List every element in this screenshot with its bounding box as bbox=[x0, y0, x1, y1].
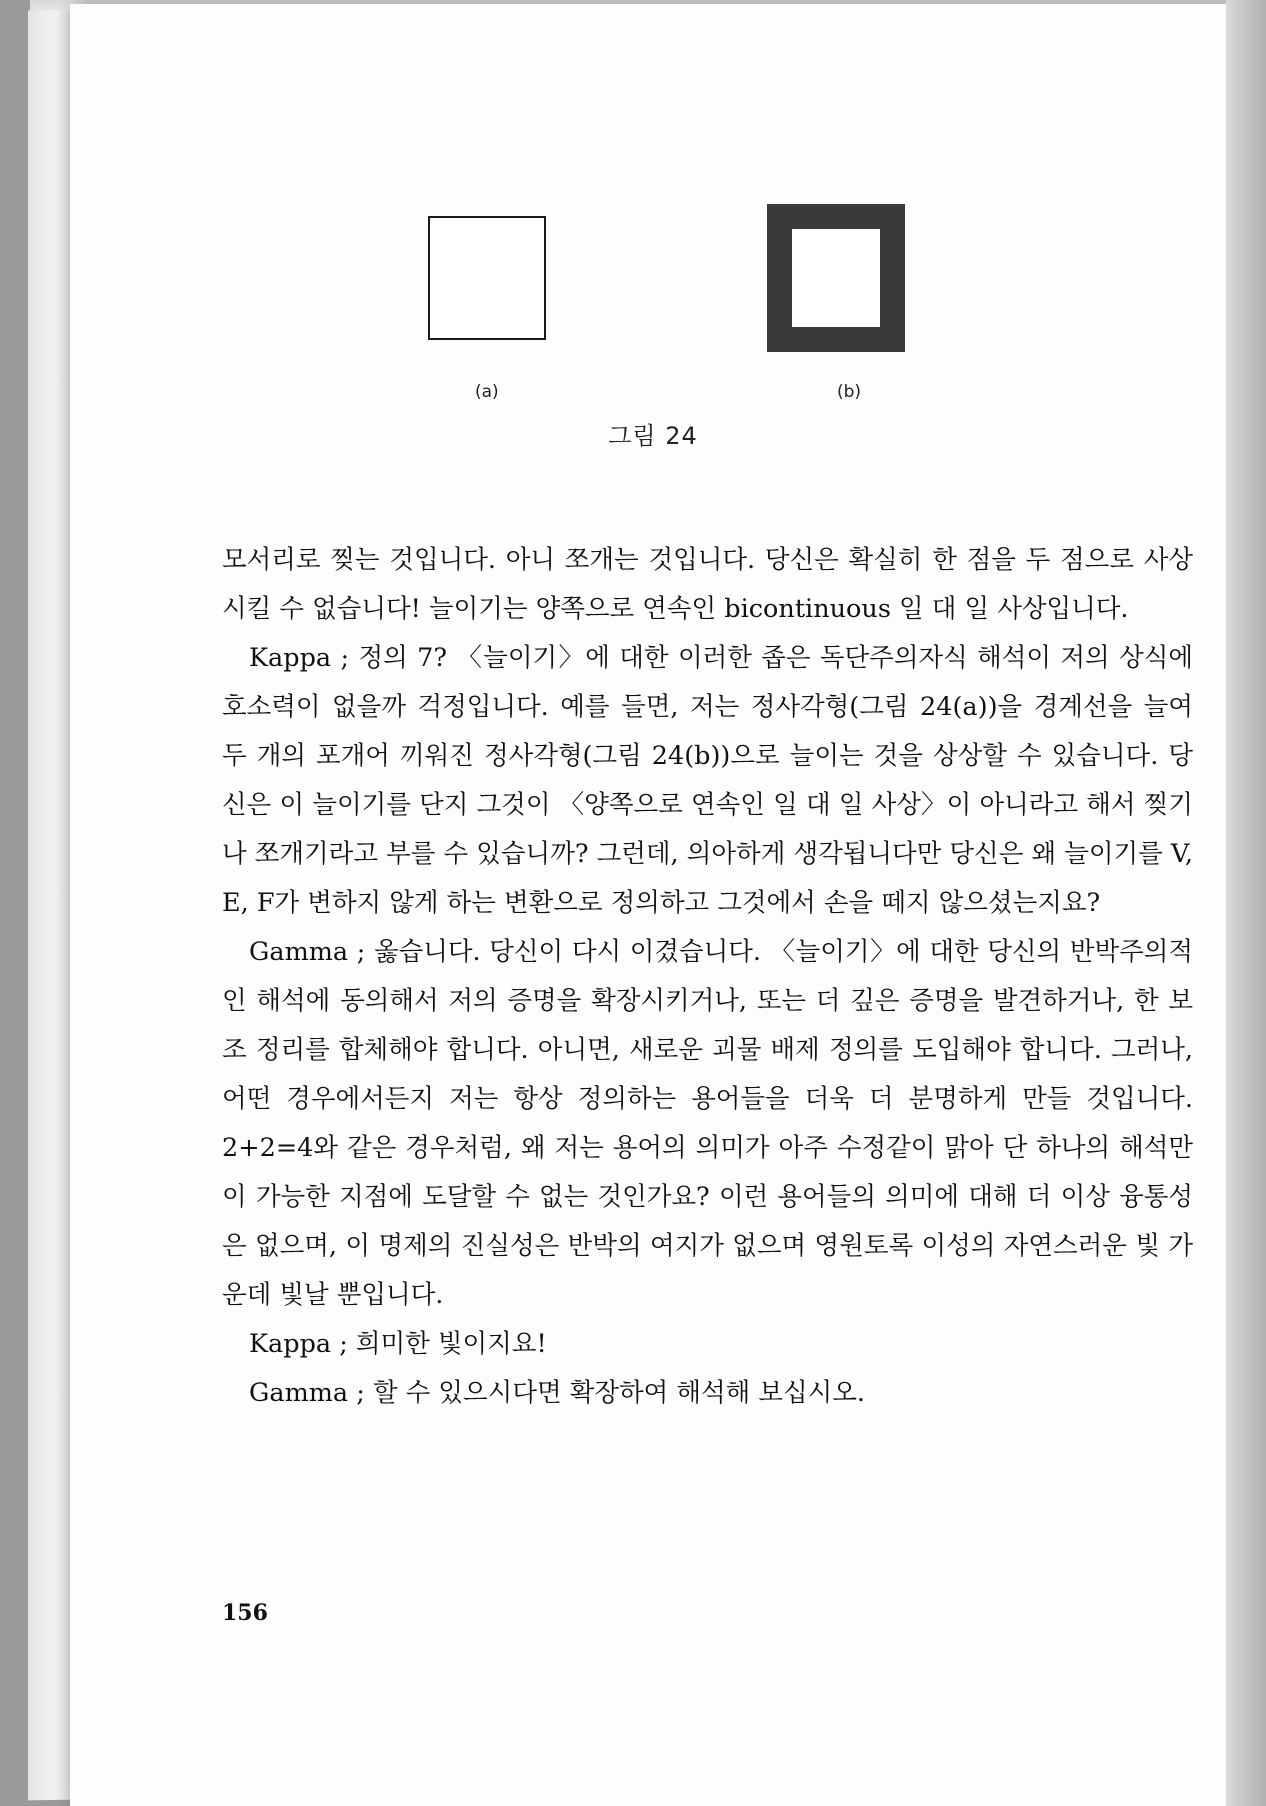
page-edge-right bbox=[1226, 0, 1266, 1806]
figure-square-b bbox=[767, 204, 905, 352]
paragraph: Kappa ; 희미한 빛이지요! bbox=[249, 1329, 547, 1359]
figure-square-a bbox=[428, 216, 546, 340]
figure-24 bbox=[70, 4, 1236, 464]
figure-label-b: (b) bbox=[837, 382, 862, 402]
paragraph: Gamma ; 할 수 있으시다면 확장하여 해석해 보십시오. bbox=[249, 1378, 865, 1408]
paragraph: Gamma ; 옳습니다. 당신이 다시 이겼습니다. 〈늘이기〉에 대한 당신의 반박주의적인 해석에 동의해서 저의 증명을 확장시키거나, 또는 더 깊은 증명을 발견하거나, 한 보조 정리를 합체해야 합니다. 아니면, 새로운 괴물 배제 정의를 도입해야 합니다. 그러나, 어떤 경우에서든지 저는 항상 정의하는 용어들을 더욱 더 분명하게 만들 것입니다. 2+2=4와 같은 경우처럼, 왜 저는 용어의 의미가 아주 수정같이 맑아 단 하나의 해석만이 가능한 지점에 도달할 수 없는 것인가요? 이런 용어들의 의미에 대해 더 이상 융통성은 없으며, 이 명제의 진실성은 반박의 여지가 없으며 영원토록 이성의 자연스러운 빛 가운데 빛날 뿐입니다. bbox=[222, 937, 1193, 1310]
book-page bbox=[70, 4, 1236, 1806]
paragraph: 모서리로 찢는 것입니다. 아니 쪼개는 것입니다. 당신은 확실히 한 점을 두 점으로 사상시킬 수 없습니다! 늘이기는 양쪽으로 연속인 bicontinuous 일 대 일 사상입니다. bbox=[222, 545, 1193, 624]
figure-label-a: (a) bbox=[475, 382, 499, 402]
page-edge-left bbox=[28, 10, 72, 1801]
figure-caption: 그림 24 bbox=[608, 422, 698, 450]
body-text bbox=[222, 536, 1193, 1418]
page-number: 156 bbox=[222, 1600, 268, 1626]
paragraph: Kappa ; 정의 7? 〈늘이기〉에 대한 이러한 좁은 독단주의자식 해석이 저의 상식에 호소력이 없을까 걱정입니다. 예를 들면, 저는 정사각형(그림 24(a))을 경계선을 늘여 두 개의 포개어 끼워진 정사각형(그림 24(b))으로 늘이는 것을 상상할 수 있습니다. 당신은 이 늘이기를 단지 그것이 〈양쪽으로 연속인 일 대 일 사상〉이 아니라고 해서 찢기나 쪼개기라고 부를 수 있습니까? 그런데, 의아하게 생각됩니다만 당신은 왜 늘이기를 V, E, F가 변하지 않게 하는 변환으로 정의하고 그것에서 손을 떼지 않으셨는지요? bbox=[222, 643, 1193, 918]
